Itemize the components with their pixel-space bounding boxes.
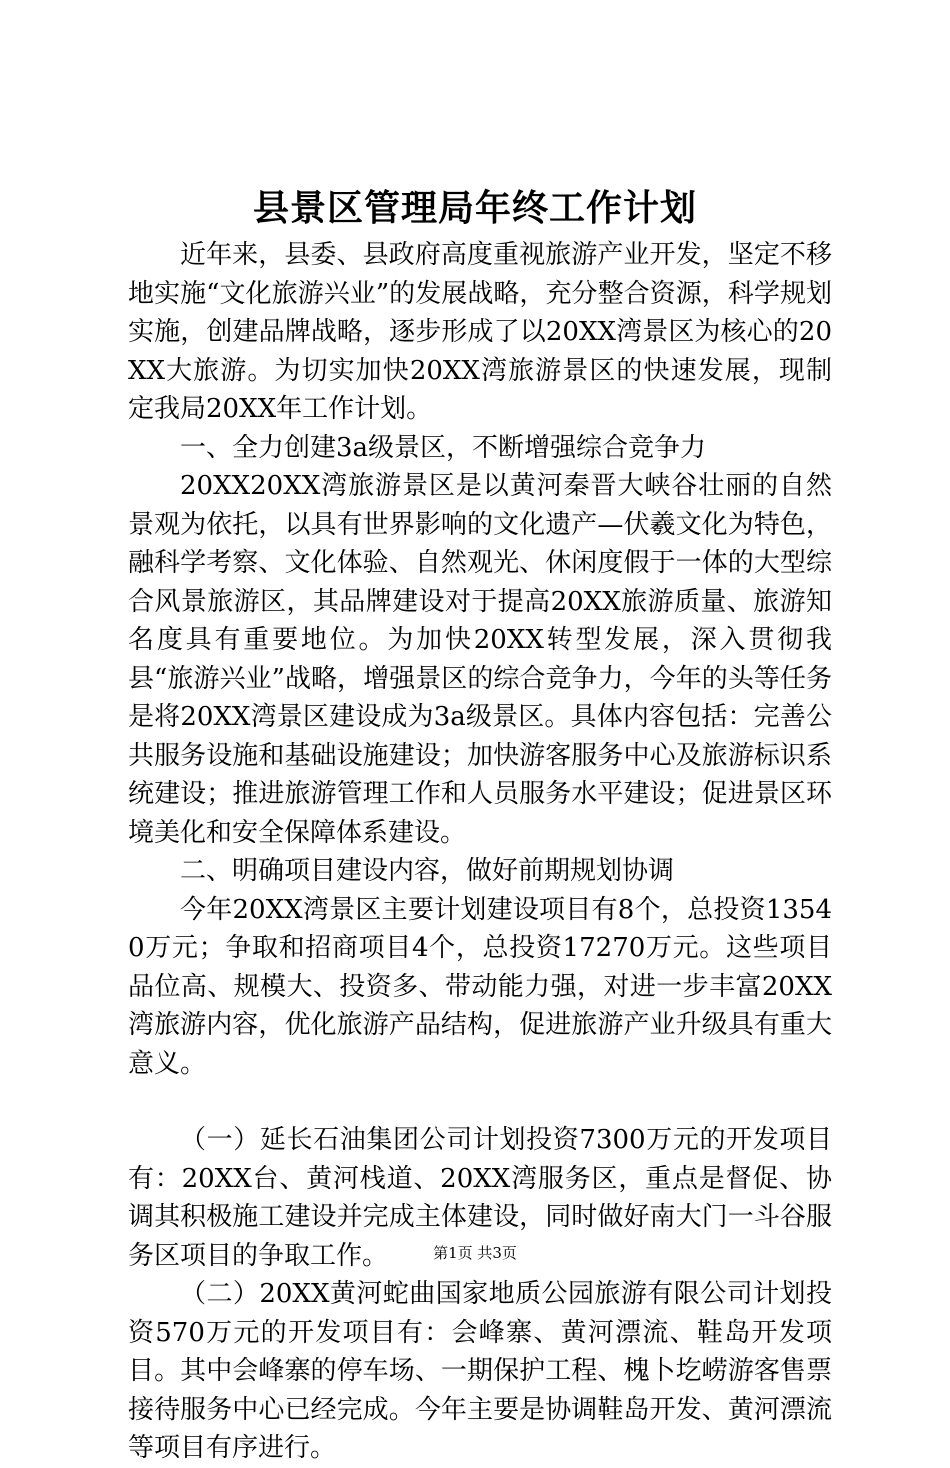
paragraph-section-1: 20XX20XX湾旅游景区是以黄河秦晋大峡谷壮丽的自然景观为依托，以具有世界影响的文化遗产—伏羲文化为特色，融科学考察、文化体验、自然观光、休闲度假于一体的大型综合风景旅游区，其品牌建设对于提高20XX旅游质量、旅游知名度具有重要地位。为加快20XX转型发展，深入贯彻我县“旅游兴业”战略，增强景区的综合竞争力，今年的头等任务是将20XX湾景区建设成为3a级景区。具体内容包括：完善公共服务设施和基础设施建设；加快游客服务中心及旅游标识系统建设；推进旅游管理工作和人员服务水平建设；促进景区环境美化和安全保障体系建设。 <box>128 471 832 848</box>
section-heading-2: 二、明确项目建设内容，做好前期规划协调 <box>180 856 675 886</box>
paragraph-section-2: 今年20XX湾景区主要计划建设项目有8个，总投资13540万元；争取和招商项目4个，总投资17270万元。这些项目品位高、规模大、投资多、带动能力强，对进一步丰富20XX湾旅游内容，优化旅游产品结构，促进旅游产业升级具有重大意义。 <box>128 894 832 1079</box>
document-body <box>128 236 832 1468</box>
paragraph-item-1: （一）延长石油集团公司计划投资7300万元的开发项目有：20XX台、黄河栈道、20XX湾服务区，重点是督促、协调其积极施工建设并完成主体建设，同时做好南大门一斗谷服务区项目的争取工作。 <box>128 1125 832 1271</box>
paragraph-item-2: （二）20XX黄河蛇曲国家地质公园旅游有限公司计划投资570万元的开发项目有：会峰寨、黄河漂流、鞋岛开发项目。其中会峰寨的停车场、一期保护工程、槐卜圪崂游客售票接待服务中心已经完成。今年主要是协调鞋岛开发、黄河漂流等项目有序进行。 <box>128 1279 832 1463</box>
section-heading-1: 一、全力创建3a级景区，不断增强综合竞争力 <box>180 432 707 463</box>
paragraph-intro: 近年来，县委、县政府高度重视旅游产业开发，坚定不移地实施“文化旅游兴业”的发展战略，充分整合资源，科学规划实施，创建品牌战略，逐步形成了以20XX湾景区为核心的20XX大旅游。为切实加快20XX湾旅游景区的快速发展，现制定我局20XX年工作计划。 <box>128 240 832 424</box>
document-title: 县景区管理局年终工作计划 <box>252 187 697 229</box>
page-footer: 第1页 共3页 <box>433 1244 517 1262</box>
